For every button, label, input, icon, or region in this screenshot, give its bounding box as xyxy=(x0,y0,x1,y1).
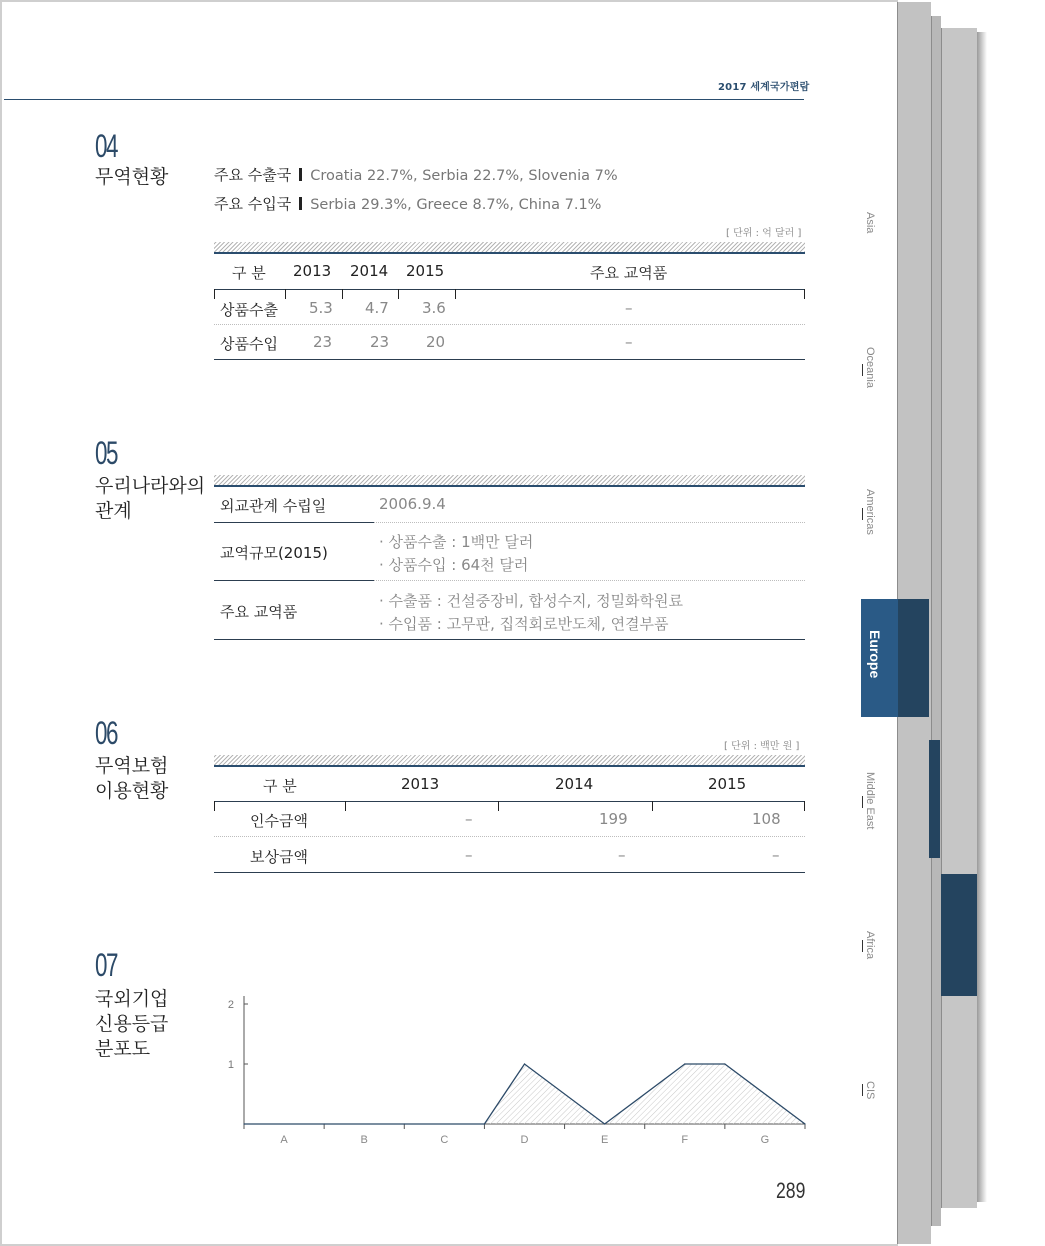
col-tick xyxy=(455,289,456,299)
table-cell: – xyxy=(625,299,633,317)
export-value: Croatia 22.7%, Serbia 22.7%, Slovenia 7% xyxy=(310,168,618,184)
row-divider xyxy=(214,324,805,325)
table-cell: 4.7 xyxy=(365,299,389,317)
series-area xyxy=(244,1064,805,1124)
col-tick xyxy=(345,801,346,811)
main-export-line xyxy=(214,164,618,185)
data-point xyxy=(404,1123,405,1124)
row-divider xyxy=(214,836,805,837)
region-tab-africa[interactable]: Africa xyxy=(864,931,876,960)
section-title-relations-line1: 우리나라와의 xyxy=(95,475,206,497)
table-hatch xyxy=(214,475,805,485)
table-cell: – xyxy=(625,333,633,351)
section-title-credit-line1: 국외기업 xyxy=(95,988,169,1010)
trade-header-2015: 2015 xyxy=(406,262,445,280)
table-top-rule xyxy=(214,252,805,254)
data-point xyxy=(684,1063,685,1064)
region-tab-asia[interactable]: Asia xyxy=(864,212,876,234)
region-divider xyxy=(862,1084,863,1096)
y-tick-label: 1 xyxy=(227,1059,234,1071)
table-cell: 199 xyxy=(599,810,628,828)
region-tab-americas[interactable]: Americas xyxy=(864,489,876,535)
table-bottom-rule xyxy=(214,359,805,360)
unit-note: [ 단위 : 백만 원 ] xyxy=(724,741,800,752)
section-number-04: 04 xyxy=(95,128,118,164)
relation-value-diplomacy: 2006.9.4 xyxy=(379,495,446,513)
x-tick-label: F xyxy=(681,1134,689,1146)
header-bottom-rule xyxy=(214,801,805,802)
data-point xyxy=(724,1063,725,1064)
data-point xyxy=(324,1123,325,1124)
table-cell: – xyxy=(465,846,473,864)
table-row-label: 상품수출 xyxy=(220,301,278,319)
header-rule xyxy=(4,99,804,100)
header-bottom-rule xyxy=(214,289,805,290)
side-tab xyxy=(929,740,940,858)
insurance-header-2013: 2013 xyxy=(401,775,440,793)
relation-value-line: · 수입품 : 고무판, 집적회로반도체, 연결부품 xyxy=(379,615,669,633)
table-top-rule xyxy=(214,765,805,767)
table-cell: 5.3 xyxy=(309,299,333,317)
section-number-05: 05 xyxy=(95,435,118,471)
separator-bar xyxy=(299,197,302,210)
table-cell: 23 xyxy=(370,333,390,351)
running-head: 2017 세계국가편람 xyxy=(718,82,810,93)
section-title-relations-line2: 관계 xyxy=(95,500,132,522)
trade-header-category: 구 분 xyxy=(232,264,266,282)
table-cell: 108 xyxy=(752,810,781,828)
trade-header-2013: 2013 xyxy=(293,262,332,280)
table-bottom-rule xyxy=(214,639,805,640)
col-tick xyxy=(498,801,499,811)
row-divider xyxy=(374,580,805,581)
section-number-06: 06 xyxy=(95,715,118,751)
table-cell: – xyxy=(465,810,473,828)
y-tick-label: 2 xyxy=(227,999,234,1011)
data-point xyxy=(484,1123,485,1124)
data-point xyxy=(804,1123,805,1124)
relation-label-diplomacy: 외교관계 수립일 xyxy=(220,497,327,515)
data-point xyxy=(604,1123,605,1124)
x-tick-label: E xyxy=(600,1134,609,1146)
col-tick xyxy=(342,289,343,299)
page-edge xyxy=(931,16,941,1226)
row-divider xyxy=(374,522,805,523)
x-tick-label: G xyxy=(760,1134,770,1146)
col-tick xyxy=(652,801,653,811)
section-title-credit-line3: 분포도 xyxy=(95,1038,151,1060)
label-rule xyxy=(214,580,374,581)
trade-header-2014: 2014 xyxy=(350,262,389,280)
table-cell: – xyxy=(772,846,780,864)
col-tick xyxy=(804,801,805,811)
region-divider xyxy=(862,508,863,520)
table-hatch xyxy=(214,755,805,765)
page-shadow xyxy=(977,32,987,1202)
table-cell: 20 xyxy=(426,333,446,351)
table-cell: – xyxy=(618,846,626,864)
label-rule xyxy=(214,522,374,523)
trade-header-items: 주요 교역품 xyxy=(590,264,668,282)
x-tick-label: C xyxy=(440,1134,449,1146)
tab-shadow xyxy=(898,599,929,717)
x-tick-label: A xyxy=(280,1134,288,1146)
data-point xyxy=(524,1063,525,1064)
relation-label-trade-scale: 교역규모(2015) xyxy=(220,544,328,562)
insurance-header-2014: 2014 xyxy=(555,775,594,793)
region-divider xyxy=(862,940,863,952)
table-cell: 3.6 xyxy=(422,299,446,317)
region-tab-oceania[interactable]: Oceania xyxy=(864,347,876,388)
col-tick xyxy=(285,289,286,299)
x-tick-label: B xyxy=(360,1134,368,1146)
relation-value-line: · 상품수입 : 64천 달러 xyxy=(379,556,529,574)
section-title-insurance-line2: 이용현황 xyxy=(95,780,169,802)
col-tick xyxy=(398,289,399,299)
export-label: 주요 수출국 xyxy=(214,166,292,184)
relation-label-trade-items: 주요 교역품 xyxy=(220,603,298,621)
separator-bar xyxy=(299,168,302,181)
region-tab-cis[interactable]: CIS xyxy=(864,1081,876,1100)
page-edge xyxy=(941,28,977,1208)
col-tick xyxy=(804,289,805,299)
section-number-07: 07 xyxy=(95,947,118,983)
insurance-header-category: 구 분 xyxy=(263,777,297,795)
table-row-label: 상품수입 xyxy=(220,335,278,353)
import-label: 주요 수입국 xyxy=(214,195,292,213)
main-import-line xyxy=(214,193,601,214)
table-hatch xyxy=(214,242,805,252)
table-cell: 23 xyxy=(313,333,333,351)
relation-value-line: · 상품수출 : 1백만 달러 xyxy=(379,533,534,551)
region-divider xyxy=(862,796,863,808)
data-point xyxy=(243,1123,244,1124)
insurance-header-2015: 2015 xyxy=(708,775,747,793)
section-title-insurance-line1: 무역보험 xyxy=(95,755,169,777)
credit-rating-chart xyxy=(214,987,814,1152)
page-number: 289 xyxy=(776,1178,806,1203)
col-tick xyxy=(214,289,215,299)
section-title-credit-line2: 신용등급 xyxy=(95,1013,169,1035)
unit-note: [ 단위 : 억 달러 ] xyxy=(726,228,802,239)
x-tick-label: D xyxy=(520,1134,529,1146)
section-title-trade: 무역현황 xyxy=(95,166,169,188)
col-tick xyxy=(214,801,215,811)
region-tab-europe-label: Europe xyxy=(867,630,883,679)
table-row-label: 인수금액 xyxy=(250,812,308,830)
table-top-rule xyxy=(214,485,805,487)
region-tab-middle-east[interactable]: Middle East xyxy=(864,772,876,830)
side-tab xyxy=(941,874,977,996)
relation-value-line: · 수출품 : 건설중장비, 합성수지, 정밀화학원료 xyxy=(379,592,684,610)
table-bottom-rule xyxy=(214,872,805,873)
import-value: Serbia 29.3%, Greece 8.7%, China 7.1% xyxy=(310,197,602,213)
region-divider xyxy=(862,364,863,376)
table-row-label: 보상금액 xyxy=(250,848,308,866)
